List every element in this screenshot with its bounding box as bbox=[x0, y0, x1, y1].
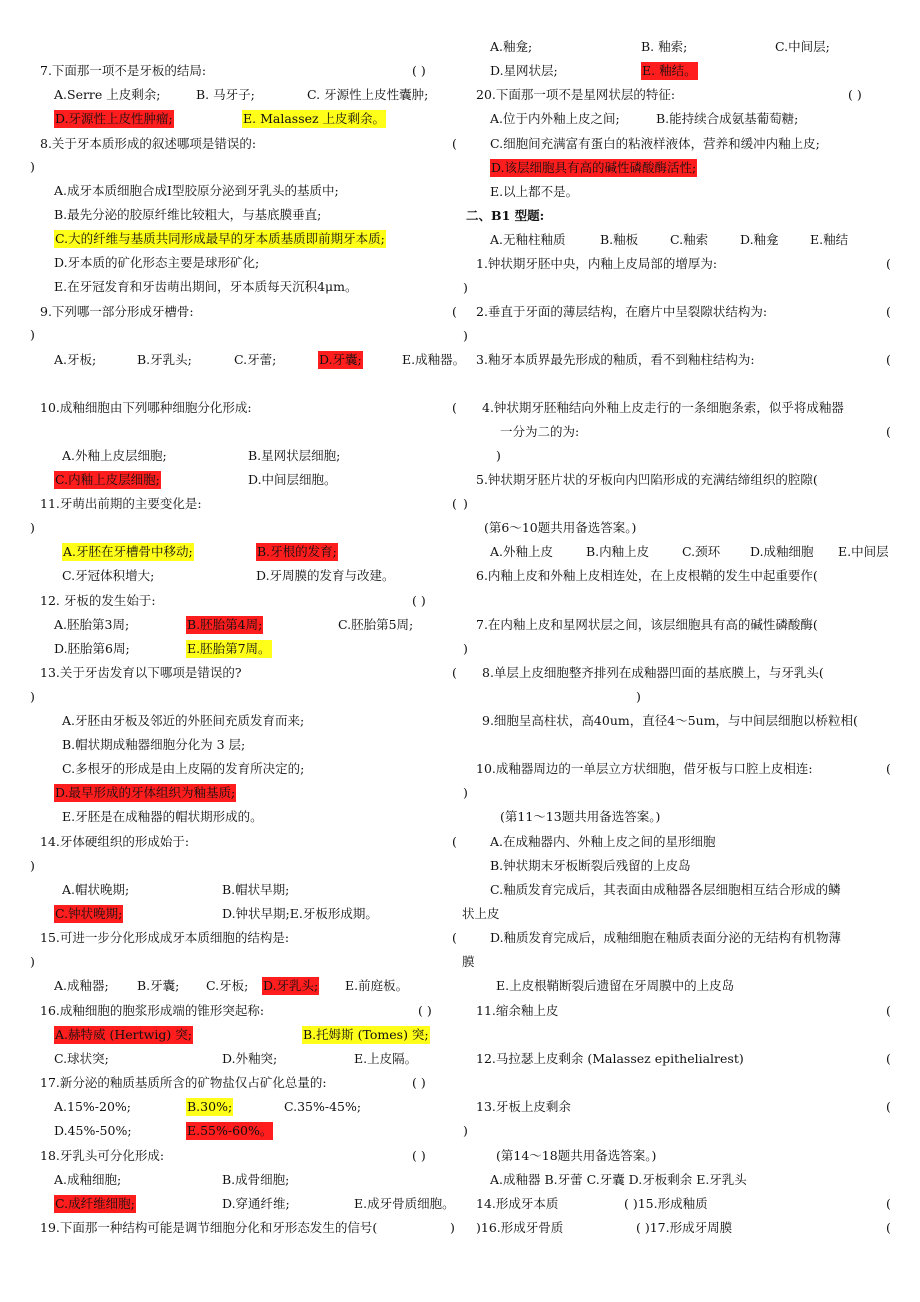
text-line: 4.钟状期牙胚釉结向外釉上皮走行的一条细胞条索，似乎将成釉器 bbox=[482, 400, 844, 415]
text-line: B.最先分泌的胶原纤维比较粗大，与基底膜垂直; bbox=[54, 207, 322, 222]
text-line: ( bbox=[452, 400, 457, 415]
text-line: D.星网状层; bbox=[490, 63, 558, 78]
text-line: (第14～18题共用备选答案。) bbox=[496, 1148, 657, 1163]
text-line: 9.下列哪一部分形成牙槽骨: bbox=[40, 304, 194, 319]
text-line: 15.可进一步分化形成成牙本质细胞的结构是: bbox=[40, 930, 290, 945]
text-line: B. 釉索; bbox=[641, 39, 688, 54]
text-line: 10.成釉器周边的一单层立方状细胞，借牙板与口腔上皮相连: bbox=[476, 761, 813, 776]
text-line: E.上皮根鞘断裂后遗留在牙周膜中的上皮岛 bbox=[496, 978, 735, 993]
text-line: B.牙囊; bbox=[137, 978, 180, 993]
text-line: A.外釉上皮 bbox=[490, 544, 554, 559]
text-line: C. 牙源性上皮性囊肿; bbox=[307, 87, 429, 102]
text-line: D.钟状早期;E.牙板形成期。 bbox=[222, 906, 378, 921]
text-line: D.成釉细胞 bbox=[750, 544, 814, 559]
text-line: ( bbox=[886, 761, 891, 776]
text-line: A.成牙本质细胞合成Ⅰ型胶原分泌到牙乳头的基质中; bbox=[54, 183, 339, 198]
text-line: 一分为二的为: bbox=[500, 424, 580, 439]
text-line: A.外釉上皮层细胞; bbox=[62, 448, 167, 463]
text-line: ( bbox=[452, 930, 457, 945]
text-line: ( bbox=[452, 834, 457, 849]
text-line: A.位于内外釉上皮之间; bbox=[490, 111, 620, 126]
answer-highlight-yellow: C.大的纤维与基质共同形成最早的牙本质基质即前期牙本质; bbox=[55, 231, 385, 246]
text-line: B.钟状期末牙板断裂后残留的上皮岛 bbox=[490, 858, 691, 873]
text-line: 11.牙萌出前期的主要变化是: bbox=[40, 496, 202, 511]
text-line: 19.下面那一种结构可能是调节细胞分化和牙形态发生的信号( bbox=[40, 1220, 378, 1235]
text-line: A.成釉器 B.牙蕾 C.牙囊 D.牙板剩余 E.牙乳头 bbox=[490, 1172, 747, 1187]
answer-highlight-yellow: A.牙胚在牙槽骨中移动; bbox=[63, 544, 193, 559]
text-line: B.釉板 bbox=[600, 232, 639, 247]
answer-highlight-yellow: E.胚胎第7周。 bbox=[187, 641, 271, 656]
text-line: ) bbox=[463, 641, 468, 656]
text-line: 14.形成牙本质 bbox=[476, 1196, 559, 1211]
text-line: ) bbox=[463, 328, 468, 343]
text-line: ) bbox=[30, 689, 35, 704]
text-line: ) bbox=[30, 858, 35, 873]
text-line: 3.釉牙本质界最先形成的釉质，看不到釉柱结构为: bbox=[476, 352, 755, 367]
text-line: 6.内釉上皮和外釉上皮相连处，在上皮根鞘的发生中起重要作( bbox=[476, 568, 818, 583]
text-line: A.无釉柱釉质 bbox=[490, 232, 566, 247]
text-line: E.釉结 bbox=[810, 232, 849, 247]
text-line: A.胚胎第3周; bbox=[54, 617, 130, 632]
text-line: B.能持续合成氨基葡萄糖; bbox=[656, 111, 799, 126]
text-line: E.中间层 bbox=[838, 544, 889, 559]
text-line: 17.新分泌的釉质基质所含的矿物盐仅占矿化总量的: bbox=[40, 1075, 327, 1090]
text-line: D.外釉突; bbox=[222, 1051, 278, 1066]
text-line: ( bbox=[452, 665, 457, 680]
text-line: C.釉质发育完成后，其表面由成釉器各层细胞相互结合形成的鳞 bbox=[490, 882, 841, 897]
text-line: 膜 bbox=[462, 954, 475, 969]
text-line: D.穿通纤维; bbox=[222, 1196, 290, 1211]
text-line: ( )15.形成釉质 bbox=[624, 1196, 708, 1211]
text-line: ) bbox=[463, 280, 468, 295]
text-line: 7.下面那一项不是牙板的结局: bbox=[40, 63, 207, 78]
text-line: C.牙蕾; bbox=[234, 352, 277, 367]
text-line: ( )17.形成牙周膜 bbox=[636, 1220, 733, 1235]
text-line: ( ) bbox=[418, 1003, 432, 1018]
text-line: ( ) bbox=[412, 1075, 426, 1090]
text-line: 13.牙板上皮剩余 bbox=[476, 1099, 571, 1114]
text-line: A.帽状晚期; bbox=[62, 882, 130, 897]
text-line: D.45%-50%; bbox=[54, 1123, 132, 1138]
answer-highlight-red: B.胚胎第4周; bbox=[187, 617, 263, 632]
text-line: ) bbox=[463, 496, 468, 511]
text-line: C.中间层; bbox=[775, 39, 830, 54]
answer-highlight-red: D.牙源性上皮性肿瘤; bbox=[55, 111, 173, 126]
text-line: 18.牙乳头可分化形成: bbox=[40, 1148, 165, 1163]
text-line: (第11～13题共用备选答案。) bbox=[500, 809, 661, 824]
text-line: B.星网状层细胞; bbox=[248, 448, 341, 463]
text-line: E.牙胚是在成釉器的帽状期形成的。 bbox=[62, 809, 263, 824]
answer-highlight-red: B.牙根的发育; bbox=[257, 544, 337, 559]
text-line: ( bbox=[886, 304, 891, 319]
text-line: ) bbox=[30, 520, 35, 535]
text-line: ( ) bbox=[412, 63, 426, 78]
text-line: 状上皮 bbox=[462, 906, 500, 921]
text-line: D.釉质发育完成后，成釉细胞在釉质表面分泌的无结构有机物薄 bbox=[490, 930, 842, 945]
text-line: 14.牙体硬组织的形成始于: bbox=[40, 834, 190, 849]
answer-highlight-red: C.内釉上皮层细胞; bbox=[55, 472, 160, 487]
text-line: ) bbox=[636, 689, 641, 704]
text-line: 2.垂直于牙面的薄层结构，在磨片中呈裂隙状结构为: bbox=[476, 304, 768, 319]
text-line: ( bbox=[886, 256, 891, 271]
text-line: A.Serre 上皮剩余; bbox=[54, 87, 161, 102]
text-line: 5.钟状期牙胚片状的牙板向内凹陷形成的充满结缔组织的腔隙( bbox=[476, 472, 818, 487]
text-line: E.成釉器。 bbox=[402, 352, 466, 367]
text-line: ) bbox=[463, 785, 468, 800]
text-line: A.在成釉器内、外釉上皮之间的星形细胞 bbox=[490, 834, 716, 849]
text-line: ( bbox=[452, 496, 457, 511]
text-line: A.釉龛; bbox=[490, 39, 533, 54]
text-line: 8.单层上皮细胞整齐排列在成釉器凹面的基底膜上，与牙乳头( bbox=[482, 665, 824, 680]
answer-highlight-red: E. 釉结。 bbox=[642, 63, 697, 78]
text-line: ( bbox=[452, 136, 457, 151]
text-line: C.牙板; bbox=[206, 978, 249, 993]
text-line: D.中间层细胞。 bbox=[248, 472, 337, 487]
answer-highlight-red: E.55%-60%。 bbox=[187, 1123, 273, 1138]
text-line: 16.成釉细胞的胞浆形成端的锥形突起称: bbox=[40, 1003, 265, 1018]
text-line: E.以上都不是。 bbox=[490, 184, 579, 199]
answer-highlight-red: D.牙乳头; bbox=[263, 978, 319, 993]
text-line: ( bbox=[886, 1003, 891, 1018]
text-line: E.在牙冠发育和牙齿萌出期间，牙本质每天沉积4μm。 bbox=[54, 279, 358, 294]
answer-highlight-red: D.牙囊; bbox=[319, 352, 362, 367]
text-line: A.牙板; bbox=[54, 352, 97, 367]
text-line: B.内釉上皮 bbox=[586, 544, 650, 559]
text-line: D.牙本质的矿化形态主要是球形矿化; bbox=[54, 255, 260, 270]
text-line: ( bbox=[886, 1099, 891, 1114]
answer-highlight-yellow: E. Malassez 上皮剩余。 bbox=[243, 111, 386, 126]
text-line: 1.钟状期牙胚中央，内釉上皮局部的增厚为: bbox=[476, 256, 718, 271]
text-line: C.胚胎第5周; bbox=[338, 617, 414, 632]
answer-highlight-red: D.该层细胞具有高的碱性磷酸酶活性; bbox=[491, 160, 697, 175]
text-line: ( bbox=[452, 304, 457, 319]
text-line: ( bbox=[886, 1051, 891, 1066]
text-line: E.成牙骨质细胞。 bbox=[354, 1196, 455, 1211]
text-line: )16.形成牙骨质 bbox=[476, 1220, 564, 1235]
text-line: C.球状突; bbox=[54, 1051, 109, 1066]
text-line: ) bbox=[30, 327, 35, 342]
text-line: A.成釉细胞; bbox=[54, 1172, 122, 1187]
text-line: ( bbox=[886, 1220, 891, 1235]
text-line: E.前庭板。 bbox=[345, 978, 409, 993]
text-line: C.细胞间充满富有蛋白的粘液样液体，营养和缓冲内釉上皮; bbox=[490, 136, 820, 151]
text-line: C.颈环 bbox=[682, 544, 721, 559]
text-line: 12. 牙板的发生始于: bbox=[40, 593, 156, 608]
text-line: 12.马拉瑟上皮剩余 (Malassez epithelialrest) bbox=[476, 1051, 744, 1066]
text-line: D.釉龛 bbox=[740, 232, 779, 247]
text-line: ) bbox=[496, 448, 501, 463]
text-line: B.帽状期成釉器细胞分化为 3 层; bbox=[62, 737, 246, 752]
text-line: 20.下面那一项不是星网状层的特征: bbox=[476, 87, 676, 102]
text-line: A.15%-20%; bbox=[54, 1099, 132, 1114]
text-line: C.釉索 bbox=[670, 232, 709, 247]
text-line: D.牙周膜的发育与改建。 bbox=[256, 568, 395, 583]
text-line: 11.缩余釉上皮 bbox=[476, 1003, 559, 1018]
text-line: D.胚胎第6周; bbox=[54, 641, 130, 656]
answer-highlight-yellow: B.托姆斯 (Tomes) 突; bbox=[303, 1027, 429, 1042]
text-line: ( ) bbox=[412, 593, 426, 608]
text-line: B. 马牙子; bbox=[196, 87, 255, 102]
answer-highlight-red: D.最早形成的牙体组织为釉基质; bbox=[55, 785, 236, 800]
text-line: 二、B1 型题: bbox=[466, 208, 545, 223]
text-line: ) bbox=[463, 1123, 468, 1138]
text-line: 13.关于牙齿发育以下哪项是错误的? bbox=[40, 665, 242, 680]
text-line: C.35%-45%; bbox=[284, 1099, 362, 1114]
answer-highlight-red: A.赫特威 (Hertwig) 突; bbox=[55, 1027, 192, 1042]
answer-highlight-yellow: B.30%; bbox=[187, 1099, 233, 1114]
text-line: ( bbox=[886, 1196, 891, 1211]
answer-highlight-red: C.钟状晚期; bbox=[55, 906, 123, 921]
answer-highlight-red: C.成纤维细胞; bbox=[55, 1196, 135, 1211]
text-line: ) bbox=[450, 1220, 455, 1235]
text-line: ) bbox=[30, 954, 35, 969]
text-line: ( ) bbox=[848, 87, 862, 102]
text-line: A.成釉器; bbox=[54, 978, 109, 993]
text-line: 10.成釉细胞由下列哪种细胞分化形成: bbox=[40, 400, 252, 415]
text-line: B.成骨细胞; bbox=[222, 1172, 290, 1187]
text-line: (第6～10题共用备选答案。) bbox=[484, 520, 637, 535]
text-line: C.多根牙的形成是由上皮隔的发育所决定的; bbox=[62, 761, 305, 776]
text-line: C.牙冠体积增大; bbox=[62, 568, 155, 583]
text-line: B.帽状早期; bbox=[222, 882, 290, 897]
text-line: ) bbox=[30, 159, 35, 174]
text-line: 7.在内釉上皮和星网状层之间，该层细胞具有高的碱性磷酸酶( bbox=[476, 617, 818, 632]
text-line: E.上皮隔。 bbox=[354, 1051, 418, 1066]
text-line: ( ) bbox=[412, 1148, 426, 1163]
text-line: ( bbox=[886, 424, 891, 439]
text-line: ( bbox=[886, 352, 891, 367]
text-line: 8.关于牙本质形成的叙述哪项是错误的: bbox=[40, 136, 257, 151]
text-line: A.牙胚由牙板及邻近的外胚间充质发育而来; bbox=[62, 713, 305, 728]
text-line: 9.细胞呈高柱状，高40um，直径4～5um，与中间层细胞以桥粒相( bbox=[482, 713, 858, 728]
text-line: B.牙乳头; bbox=[137, 352, 192, 367]
